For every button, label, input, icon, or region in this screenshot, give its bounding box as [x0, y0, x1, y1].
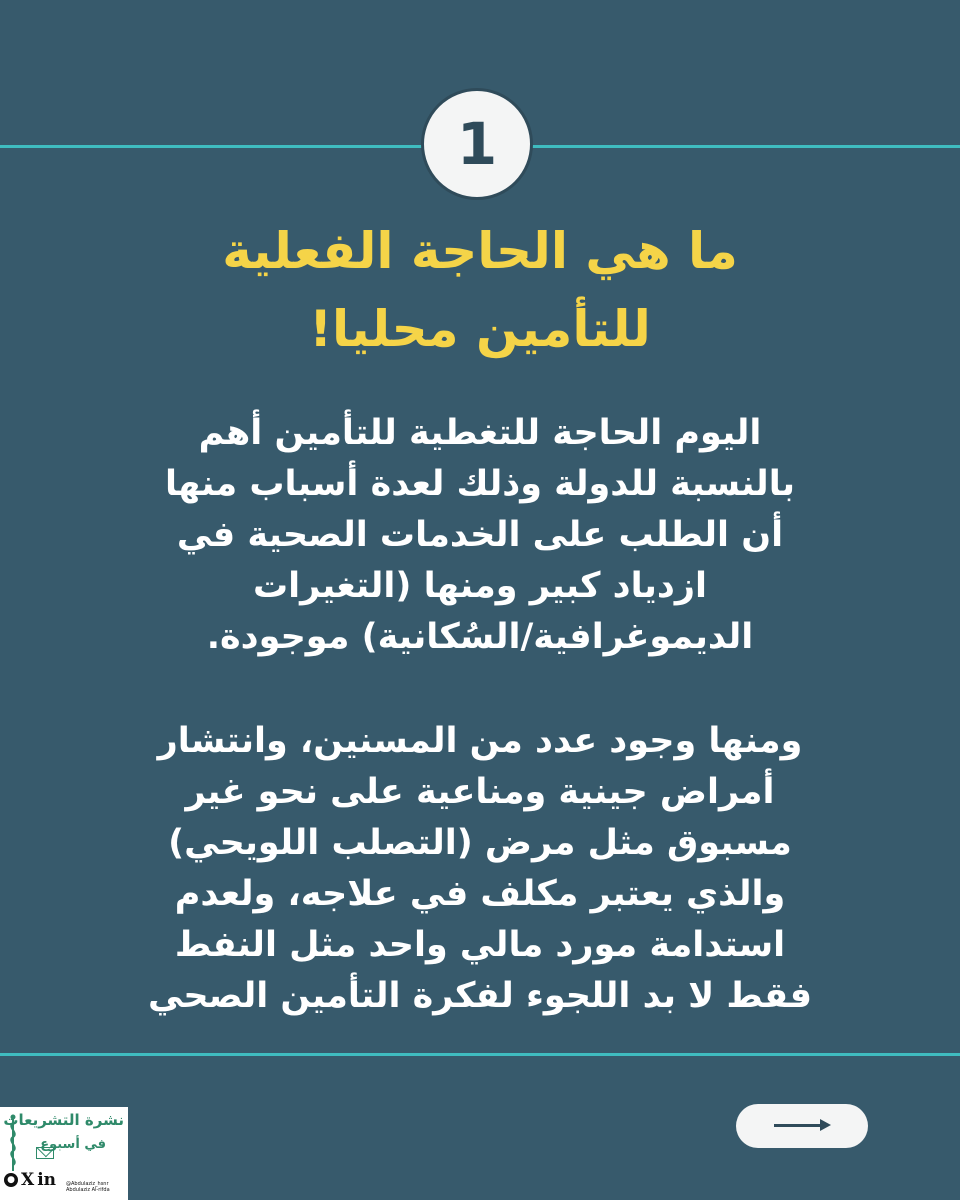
- paragraph-line: فقط لا بد اللجوء لفكرة التأمين الصحي: [147, 976, 812, 1016]
- paragraph-line: ومنها وجود عدد من المسنين، وانتشار: [157, 721, 803, 761]
- paragraph-line: ازدياد كبير ومنها (التغيرات: [253, 566, 707, 606]
- logo-title: نشرة التشريعات: [3, 1111, 124, 1129]
- paragraph-line: أن الطلب على الخدمات الصحية في: [176, 515, 784, 555]
- title-line: ما هي الحاجة الفعلية: [222, 222, 738, 280]
- x-icon: X: [21, 1170, 35, 1190]
- social-handles: [66, 1181, 110, 1193]
- publication-logo: [0, 1107, 128, 1200]
- step-number-badge: [421, 88, 533, 200]
- instagram-icon: ●: [4, 1173, 18, 1187]
- arrow-right-icon: [774, 1124, 822, 1127]
- paragraph-line: استدامة مورد مالي واحد مثل النفط: [174, 925, 786, 965]
- step-number: 1: [456, 110, 498, 178]
- paragraph-line: الديموغرافية/السُكانية) موجودة.: [206, 617, 754, 657]
- bottom-divider: [0, 1053, 960, 1056]
- paragraph-line: والذي يعتبر مكلف في علاجه، ولعدم: [174, 874, 786, 914]
- paragraph-line: مسبوق مثل مرض (التصلب اللويحي): [168, 823, 792, 863]
- page-title: [60, 212, 900, 368]
- linkedin-icon: in: [37, 1170, 57, 1190]
- paragraph-line: بالنسبة للدولة وذلك لعدة أسباب منها: [165, 464, 795, 504]
- handle: @Abdulaziz_hsnr: [66, 1181, 109, 1187]
- paragraph-1: [80, 408, 880, 663]
- social-icons: [4, 1169, 56, 1191]
- paragraph-line: اليوم الحاجة للتغطية للتأمين أهم: [198, 413, 762, 453]
- arrow-head: [820, 1119, 831, 1131]
- handle: Abdulaziz Al-rifda: [66, 1187, 110, 1193]
- paragraph-line: أمراض جينية ومناعية على نحو غير: [185, 772, 775, 812]
- next-button[interactable]: [736, 1104, 868, 1148]
- paragraph-2: [80, 716, 880, 1022]
- logo-subtitle: في أسبوع: [40, 1137, 106, 1152]
- title-line: للتأمين محليا!: [309, 300, 651, 358]
